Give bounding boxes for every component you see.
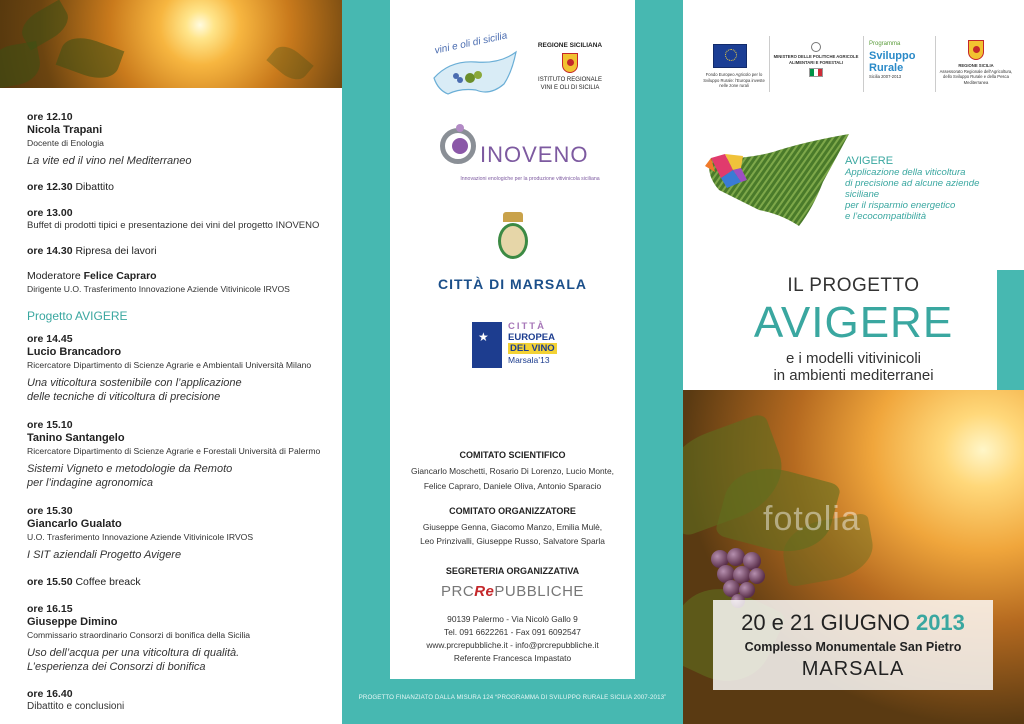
prc-part: PRC [441, 583, 475, 600]
fotolia-watermark: fotolia [763, 500, 861, 538]
sponsors-panel [342, 0, 683, 724]
program-schedule [27, 110, 332, 722]
inoveno-name: INOVENO [480, 142, 589, 167]
eu-flag-icon [713, 44, 747, 68]
psr-line: Sicilia 2007-2013 [869, 74, 902, 79]
event-venue: Complesso Monumentale San Pietro [744, 640, 962, 654]
regione-caption: Assessorato Regionale dell'Agricoltura, dello Sviluppo Rurale e della Pesca Mediterranea [939, 68, 1013, 85]
talk-title: Una viticoltura sostenibile con l’applicazione [27, 377, 242, 389]
title-subtitle [683, 350, 1024, 384]
program-item [27, 206, 332, 232]
event-note: Dibattito [75, 181, 114, 193]
program-item [27, 687, 332, 713]
marsala-coat-of-arms-icon [495, 212, 531, 258]
cev-line: Marsala’13 [508, 355, 550, 365]
sicily-shield-icon [968, 40, 984, 60]
segreteria-phone: Tel. 091 6622261 - Fax 091 6092547 [444, 627, 581, 637]
main-title: AVIGERE [753, 298, 954, 347]
sicily-vineyard-map [703, 130, 853, 230]
prc-repubbliche-logo [390, 583, 635, 600]
speaker-role: Commissario straordinario Consorzi di bonifica della Sicilia [27, 630, 251, 640]
regione-label: REGIONE SICILIANA [537, 42, 603, 49]
prc-part: Re [474, 583, 495, 600]
talk-title: L’esperienza dei Consorzi di bonifica [27, 661, 206, 673]
speaker-role: Ricercatore Dipartimento di Scienze Agrarie e Forestali Università di Palermo [27, 446, 321, 456]
sicily-map-icon [703, 130, 853, 230]
comitato-organizzatore-title: COMITATO ORGANIZZATORE [449, 506, 576, 516]
time-label: ore 14.45 [27, 333, 73, 345]
sponsors-card [390, 0, 635, 679]
regione-caption: REGIONE SICILIA [958, 63, 994, 68]
speaker-name: Tanino Santangelo [27, 432, 125, 444]
talk-title: La vite ed il vino nel Mediterraneo [27, 155, 192, 167]
cev-line: CITTÀ [508, 321, 546, 332]
speaker-role: Docente di Enologia [27, 138, 104, 148]
cev-line: EUROPEA [508, 332, 555, 343]
avigere-desc-line: per il risparmio energetico [845, 200, 956, 211]
europe-flag-icon: ★ [472, 322, 502, 368]
marsala-name: CITTÀ DI MARSALA [438, 276, 587, 292]
time-label: ore 15.50 [27, 576, 73, 588]
segreteria-address: 90139 Palermo - Via Nicolò Gallo 9 [447, 614, 578, 624]
ministero-caption: MINISTERO DELLE POLITICHE AGRICOLE ALIMENTARI E FORESTALI [773, 54, 859, 65]
avigere-desc-line: Applicazione della viticoltura [845, 167, 966, 178]
time-label: ore 13.00 [27, 207, 73, 219]
event-date-box [713, 600, 993, 690]
program-item [27, 244, 332, 258]
time-label: ore 14.30 [27, 245, 73, 257]
time-label: ore 12.10 [27, 111, 73, 123]
cev-line: DEL VINO [510, 343, 555, 354]
time-label: ore 16.40 [27, 688, 73, 700]
speaker-role: Ricercatore Dipartimento di Scienze Agrarie e Ambientali Università Milano [27, 360, 312, 370]
avigere-summary [845, 155, 1015, 222]
talk-title: Uso dell’acqua per una viticoltura di qualità. [27, 647, 240, 659]
speaker-role: U.O. Trasferimento Innovazione Aziende Vitivinicole IRVOS [27, 532, 254, 542]
comitato-line: Felice Capraro, Daniele Oliva, Antonio Sparacio [423, 481, 602, 491]
talk-title: delle tecniche di viticoltura di precisione [27, 391, 221, 403]
program-item [27, 504, 332, 562]
program-item [27, 418, 332, 490]
istituto-label: VINI E OLI DI SICILIA [540, 85, 600, 91]
time-label: ore 16.15 [27, 603, 73, 615]
comitato-scientifico-title: COMITATO SCIENTIFICO [459, 450, 566, 460]
talk-title: Sistemi Vigneto e metodologie da Remoto [27, 463, 233, 475]
sicily-shield-icon [562, 53, 578, 73]
speaker-name: Nicola Trapani [27, 124, 103, 136]
citta-marsala-logo [390, 212, 635, 292]
event-note: Ripresa dei lavori [75, 245, 157, 257]
segreteria-referente: Referente Francesca Impastato [453, 653, 572, 663]
cover-panel [683, 0, 1024, 724]
italy-flag-icon [809, 68, 823, 77]
subtitle-line: in ambienti mediterranei [773, 367, 934, 384]
program-item [27, 575, 332, 589]
prc-part: PUBBLICHE [494, 583, 584, 600]
program-panel [0, 0, 342, 724]
time-label: ore 12.30 [27, 181, 73, 193]
eu-logo [703, 36, 765, 92]
event-city: MARSALA [801, 658, 905, 680]
avigere-small-title: AVIGERE [845, 155, 894, 167]
moderator-role: Dirigente U.O. Trasferimento Innovazione Aziende Vitivinicole IRVOS [27, 284, 290, 294]
ministero-logo [773, 36, 859, 92]
vini-oli-sicilia-logo [430, 30, 520, 100]
event-year: 2013 [915, 610, 965, 635]
time-label: ore 15.30 [27, 505, 73, 517]
comitato-line: Leo Prinzivalli, Giuseppe Russo, Salvatore Sparla [420, 536, 605, 546]
program-item [27, 332, 332, 404]
moderator [27, 270, 332, 295]
psr-line: Sviluppo [869, 50, 916, 62]
regione-siciliana-logo [530, 42, 610, 92]
event-date: 20 e 21 GIUGNO [741, 610, 910, 635]
talk-title: per l’indagine agronomica [27, 477, 153, 489]
regione-sicilia-logo [939, 36, 1013, 92]
avigere-desc-line: e l’ecocompatibilità [845, 211, 927, 222]
event-desc: Buffet di prodotti tipici e presentazione dei vini del progetto INOVENO [27, 220, 320, 231]
talk-title: I SIT aziendali Progetto Avigere [27, 549, 182, 561]
program-item [27, 602, 332, 674]
vini-logo-text: vini e oli di sicilia [433, 30, 509, 57]
psr-logo [869, 36, 929, 92]
subtitle-line: e i modelli vitivinicoli [785, 350, 922, 367]
event-note: Coffee breack [75, 576, 141, 588]
psr-line: Programma [869, 41, 901, 47]
segreteria-web: www.prcrepubbliche.it - info@prcrepubbliche.it [426, 640, 599, 650]
istituto-label: ISTITUTO REGIONALE [538, 77, 602, 83]
inoveno-subtitle: Innovazioni enologiche per la produzione vitivinicola siciliana [460, 176, 600, 182]
moderator-name: Felice Capraro [83, 270, 157, 282]
time-label: ore 15.10 [27, 419, 73, 431]
section-title: Progetto AVIGERE [27, 309, 128, 323]
emblem-icon [811, 42, 821, 52]
segreteria-title: SEGRETERIA ORGANIZZATIVA [445, 566, 580, 576]
institutional-logos [703, 36, 1013, 96]
speaker-name: Giancarlo Gualato [27, 518, 122, 530]
comitato-line: Giancarlo Moschetti, Rosario Di Lorenzo, Lucio Monte, [411, 466, 614, 476]
comitato-line: Giuseppe Genna, Giacomo Manzo, Emilia Mulè, [422, 522, 603, 532]
speaker-name: Giuseppe Dimino [27, 616, 118, 628]
program-item [27, 180, 332, 194]
eu-caption: Fondo Europeo Agricolo per lo Sviluppo Rurale: l'Europa investe nelle zone rurali [703, 72, 765, 88]
moderator-label: Moderatore [27, 270, 81, 282]
psr-line: Rurale [869, 62, 904, 74]
title-prefix: IL PROGETTO [787, 275, 920, 296]
speaker-name: Lucio Brancadoro [27, 346, 122, 358]
program-item [27, 110, 332, 168]
funding-footer: PROGETTO FINANZIATO DALLA MISURA 124 “PROGRAMMA DI SVILUPPO RURALE SICILIA 2007-2013” [358, 694, 667, 701]
avigere-desc-line: di precisione ad alcune aziende siciliane [845, 178, 980, 200]
sunset-vineyard-photo [0, 0, 342, 88]
event-desc: Dibattito e conclusioni [27, 701, 125, 712]
citta-europea-vino-logo [472, 320, 572, 370]
